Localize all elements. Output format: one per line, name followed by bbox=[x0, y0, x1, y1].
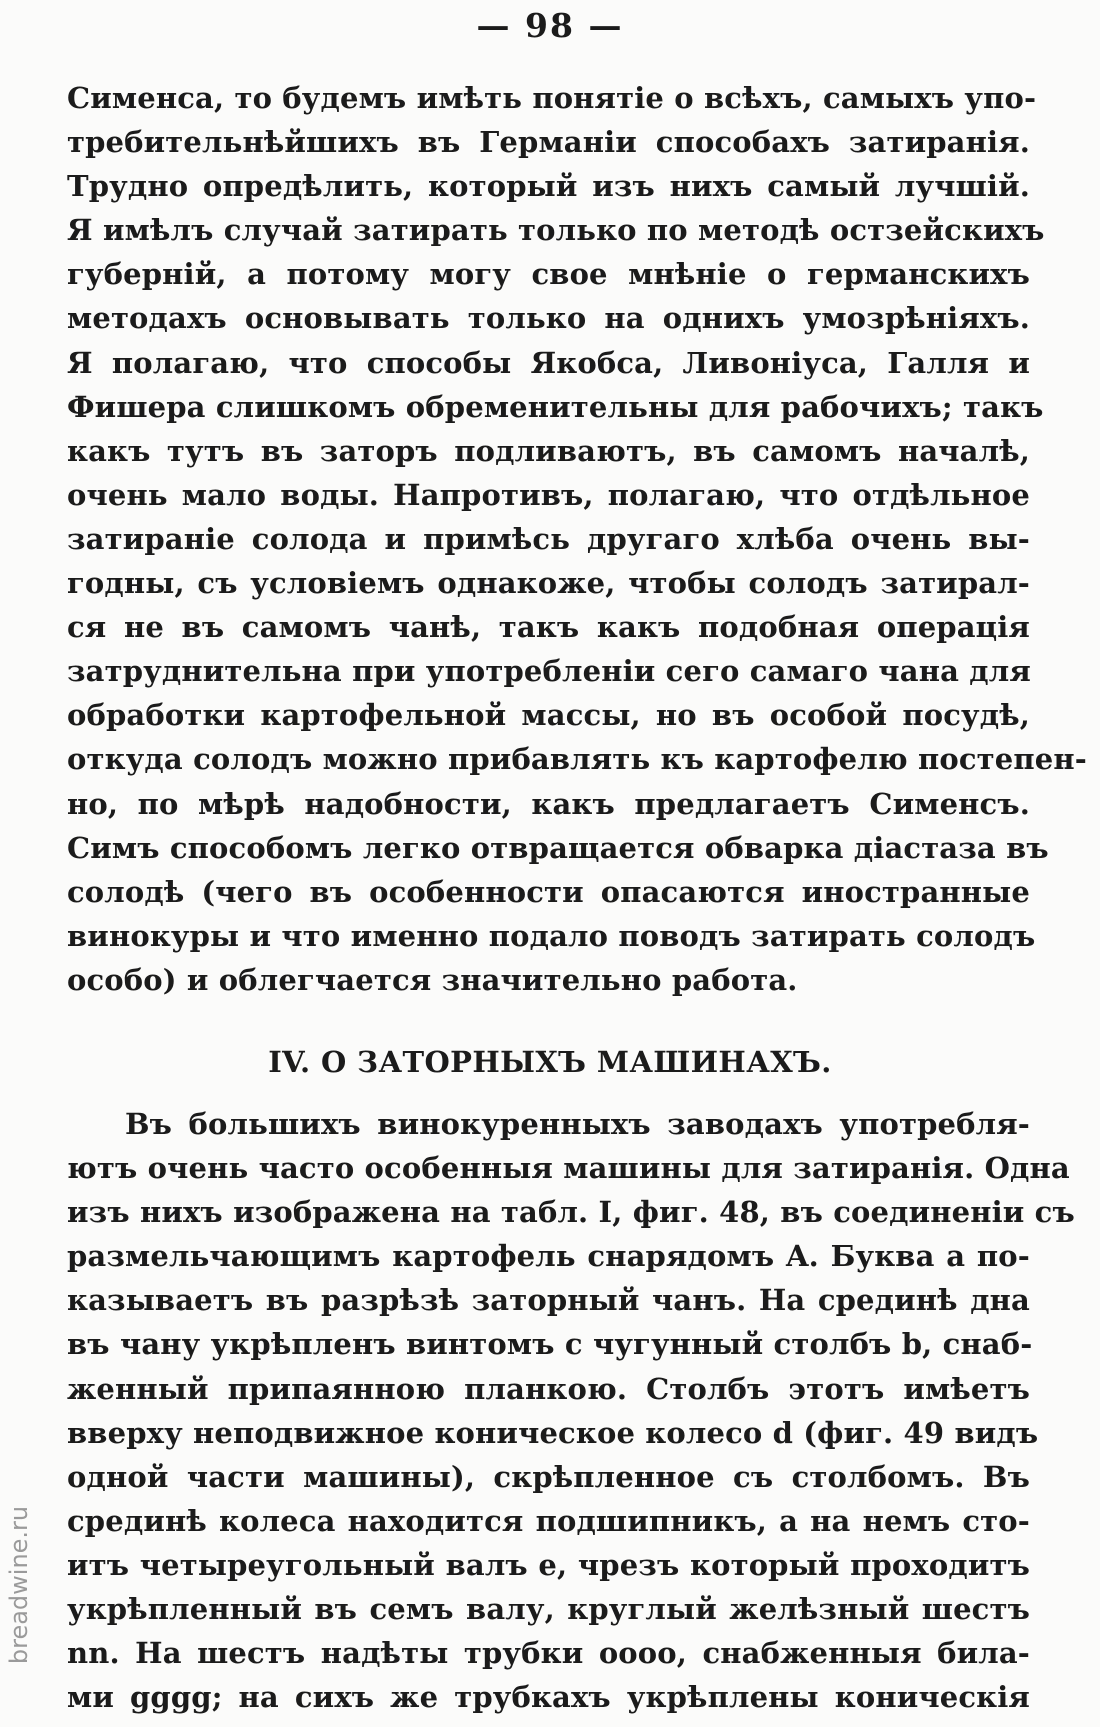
text-line: nn. На шестъ надѣты трубки oooo, снабженныя била- bbox=[67, 1636, 1030, 1671]
text-line: откуда солодъ можно прибавлять къ картофелю постепен- bbox=[67, 742, 1087, 777]
text-line: методахъ основывать только на однихъ умозрѣніяхъ. bbox=[67, 301, 1030, 336]
side-watermark bbox=[4, 1455, 34, 1715]
section-heading: IV. О ЗАТОРНЫХЪ МАШИНАХЪ. bbox=[268, 1045, 832, 1079]
text-line: укрѣпленный въ семъ валу, круглый желѣзный шестъ bbox=[67, 1592, 1030, 1627]
text-line: но, по мѣрѣ надобности, какъ предлагаетъ Сименсъ. bbox=[67, 786, 1030, 821]
text-line: очень мало воды. Напротивъ, полагаю, что отдѣльное bbox=[67, 477, 1030, 512]
page-number: — 98 — bbox=[476, 6, 624, 45]
text-line: винокуры и что именно подало поводъ затирать солодъ bbox=[67, 918, 1036, 953]
text-line: Я полагаю, что способы Якобса, Ливоніуса, Галля и bbox=[67, 345, 1030, 380]
text-line: Симъ способомъ легко отвращается обварка діастаза въ bbox=[67, 830, 1049, 865]
watermark-text: breadwine.ru bbox=[5, 1505, 33, 1665]
text-line: затруднительна при употребленіи сего самаго чана для bbox=[67, 654, 1031, 689]
text-line: Фишера слишкомъ обременительны для рабочихъ; такъ bbox=[67, 389, 1044, 424]
text-line: губерній, а потому могу свое мнѣніе о германскихъ bbox=[67, 257, 1030, 292]
text-line: требительнѣйшихъ въ Германіи способахъ затиранія. bbox=[67, 125, 1030, 160]
text-line: ми gggg; на сихъ же трубкахъ укрѣплены коническія bbox=[67, 1680, 1030, 1715]
paragraph-2 bbox=[67, 1102, 1075, 1719]
text-line: женный припаянною планкою. Столбъ этотъ имѣетъ bbox=[67, 1371, 1030, 1406]
text-line: солодѣ (чего въ особенности опасаются иностранные bbox=[67, 874, 1030, 909]
text-line: затираніе солода и примѣсь другаго хлѣба очень вы- bbox=[67, 521, 1030, 556]
text-line: ютъ очень часто особенныя машины для затиранія. Одна bbox=[67, 1151, 1070, 1186]
text-line: срединѣ колеса находится подшипникъ, а на немъ сто- bbox=[67, 1503, 1030, 1538]
text-line: Въ большихъ винокуренныхъ заводахъ употребля- bbox=[125, 1107, 1030, 1141]
text-line: казываетъ въ разрѣзѣ заторный чанъ. На срединѣ дна bbox=[67, 1283, 1030, 1318]
text-line: размельчающимъ картофель снарядомъ A. Буква a по- bbox=[67, 1239, 1030, 1274]
text-line: въ чану укрѣпленъ винтомъ c чугунный столбъ b, снаб- bbox=[67, 1327, 1033, 1362]
text-line: вверху неподвижное коническое колесо d (фиг. 49 видъ bbox=[67, 1415, 1039, 1450]
text-line: итъ четыреугольный валъ e, чрезъ который проходитъ bbox=[67, 1547, 1030, 1582]
text-line: годны, съ условіемъ однакожe, чтобы солодъ затирал- bbox=[67, 566, 1030, 601]
text-line: одной части машины), скрѣпленное съ столбомъ. Въ bbox=[67, 1459, 1030, 1494]
paragraph-1 bbox=[67, 76, 1087, 1002]
text-line: ся не въ самомъ чанѣ, такъ какъ подобная операція bbox=[67, 610, 1030, 645]
text-line: Трудно опредѣлить, который изъ нихъ самый лучшій. bbox=[67, 169, 1030, 204]
text-line: изъ нихъ изображена на табл. I, фиг. 48, въ соединеніи съ bbox=[67, 1195, 1075, 1230]
text-line: Сименса, то будемъ имѣть понятіе о всѣхъ, самыхъ упо- bbox=[67, 81, 1037, 115]
text-line: Я имѣлъ случай затирать только по методѣ остзейскихъ bbox=[67, 213, 1045, 248]
text-line: особо) и облегчается значительно работа. bbox=[67, 962, 798, 997]
text-line: какъ тутъ въ заторъ подливаютъ, въ самомъ началѣ, bbox=[67, 433, 1030, 468]
text-line: обработки картофельной массы, но въ особой посудѣ, bbox=[67, 698, 1030, 733]
